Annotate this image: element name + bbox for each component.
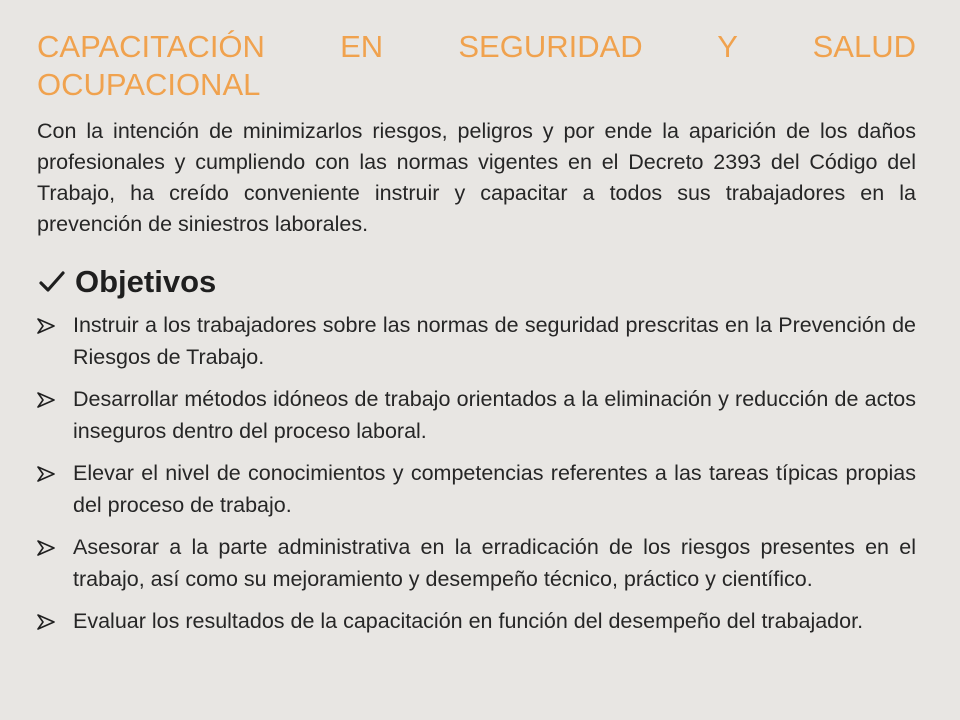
slide-title-line-1: CAPACITACIÓN EN SEGURIDAD Y SALUD — [37, 29, 916, 64]
arrow-bullet-icon — [37, 392, 55, 408]
objective-item — [37, 458, 916, 521]
checkmark-icon — [39, 269, 65, 295]
objective-text: Elevar el nivel de conocimientos y competencias referentes a las tareas típicas propias del proceso de trabajo. — [73, 461, 916, 517]
objectives-list — [37, 310, 916, 638]
objectives-title: Objetivos — [75, 264, 217, 299]
objective-text: Instruir a los trabajadores sobre las normas de seguridad prescritas en la Prevención de Riesgos de Trabajo. — [73, 313, 916, 369]
arrow-bullet-icon — [37, 614, 55, 630]
arrow-bullet-icon — [37, 540, 55, 556]
arrow-bullet-icon — [37, 318, 55, 334]
objective-item — [37, 384, 916, 447]
objective-item — [37, 606, 916, 638]
objective-item — [37, 532, 916, 595]
objective-text: Asesorar a la parte administrativa en la erradicación de los riesgos presentes en el trabajo, así como su mejoramiento y desempeño técnico, práctico y científico. — [73, 535, 916, 591]
objective-item — [37, 310, 916, 373]
objectives-heading — [37, 262, 916, 302]
objective-text: Evaluar los resultados de la capacitación en función del desempeño del trabajador. — [73, 609, 864, 633]
slide-title-line-2: OCUPACIONAL — [37, 67, 261, 102]
slide — [37, 0, 916, 720]
arrow-bullet-icon — [37, 466, 55, 482]
intro-paragraph: Con la intención de minimizarlos riesgos, peligros y por ende la aparición de los daños profesionales y cumpliendo con las normas vigentes en el Decreto 2393 del Código del Trabajo, ha creído conveniente instruir y capacitar a todos sus trabajadores en la prevención de siniestros laborales. — [37, 119, 916, 236]
objective-text: Desarrollar métodos idóneos de trabajo orientados a la eliminación y reducción de actos inseguros dentro del proceso laboral. — [73, 387, 916, 443]
slide-title — [37, 0, 916, 104]
